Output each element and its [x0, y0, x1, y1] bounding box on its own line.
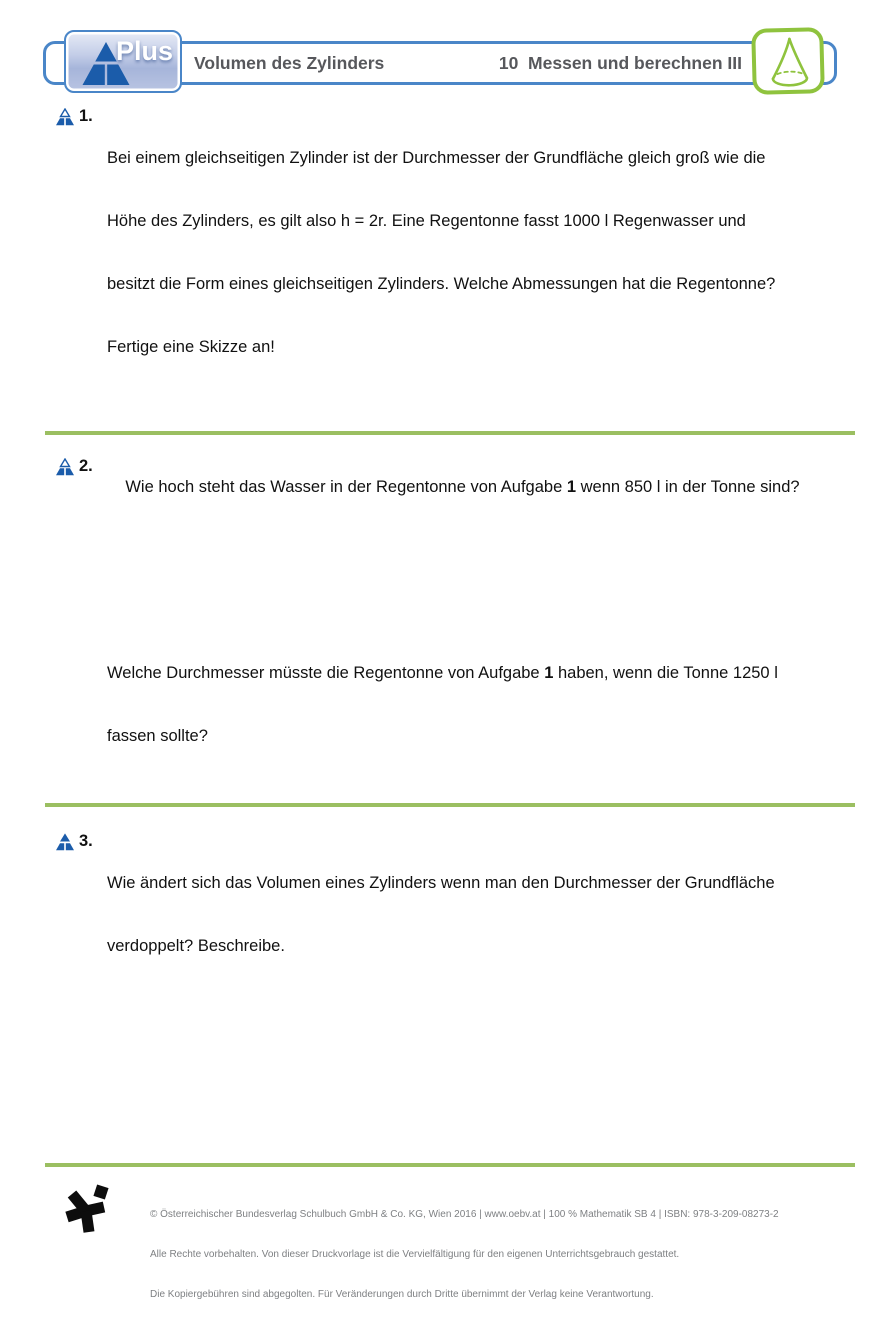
task-ref-bold: 1 [566, 478, 577, 496]
footer-copyright [150, 1181, 779, 1328]
section-divider [45, 431, 855, 435]
oebv-asterisk-icon [62, 1183, 112, 1237]
task-1-number: 1. [79, 107, 93, 125]
task-2-number: 2. [79, 457, 93, 475]
footer-copyright-line-3: Die Kopiergebühren sind abgegolten. Für Veränderungen durch Dritte übernimmt der Verlag keine Verantwortung. [150, 1289, 654, 1301]
task-2-text-segment: Wie hoch steht das Wasser in der Regentonne von Aufgabe [125, 478, 567, 496]
task-2b-text-segment: haben, wenn die Tonne 1250 l [553, 664, 778, 682]
plus-logo [64, 30, 182, 93]
task-1-line: Fertige eine Skizze an! [107, 338, 275, 356]
task-2-text-segment: wenn 850 l in der Tonne sind? [576, 478, 800, 496]
task-3-line: verdoppelt? Beschreibe. [107, 937, 285, 955]
task-1-line: Bei einem gleichseitigen Zylinder ist der Durchmesser der Grundfläche gleich groß wie die [107, 149, 766, 167]
cone-icon [751, 27, 825, 95]
task-2b-line [107, 663, 778, 684]
footer-copyright-line-2: Alle Rechte vorbehalten. Von dieser Druckvorlage ist die Vervielfältigung für den eigenen Unterrichtsgebrauch gestattet. [150, 1249, 680, 1261]
triangle-badge-filled-icon [55, 833, 75, 851]
task-2b-line: fassen sollte? [107, 727, 208, 745]
chapter-title: 10 Messen und berechnen III [498, 53, 742, 73]
task-3-line: Wie ändert sich das Volumen eines Zylinders wenn man den Durchmesser der Grundfläche [107, 874, 775, 892]
page-title: Volumen des Zylinders [194, 53, 385, 73]
footer-divider [45, 1163, 855, 1167]
footer-copyright-line-1: © Österreichischer Bundesverlag Schulbuch GmbH & Co. KG, Wien 2016 | www.oebv.at | 100 % Mathematik SB 4 | ISBN: 978-3-209-08273-2 [150, 1208, 779, 1220]
task-1-text [107, 106, 775, 400]
task-2b-text-segment: Welche Durchmesser müsste die Regentonne von Aufgabe [107, 664, 545, 682]
section-divider [45, 803, 855, 807]
task-1-line: besitzt die Form eines gleichseitigen Zylinders. Welche Abmessungen hat die Regentonne? [107, 275, 776, 293]
triangle-badge-open-icon [55, 458, 75, 476]
task-2b-text [107, 621, 778, 789]
task-3-number: 3. [79, 832, 93, 850]
triangle-badge-open-icon [55, 108, 75, 126]
task-2-text [107, 456, 800, 519]
task-3-text [107, 831, 775, 999]
task-ref-bold: 1 [544, 664, 554, 682]
plus-logo-label: Plus [115, 36, 173, 66]
cone-drawing-icon [758, 33, 819, 91]
task-1-line: Höhe des Zylinders, es gilt also h = 2r. Eine Regentonne fasst 1000 l Regenwasser und [107, 212, 746, 230]
